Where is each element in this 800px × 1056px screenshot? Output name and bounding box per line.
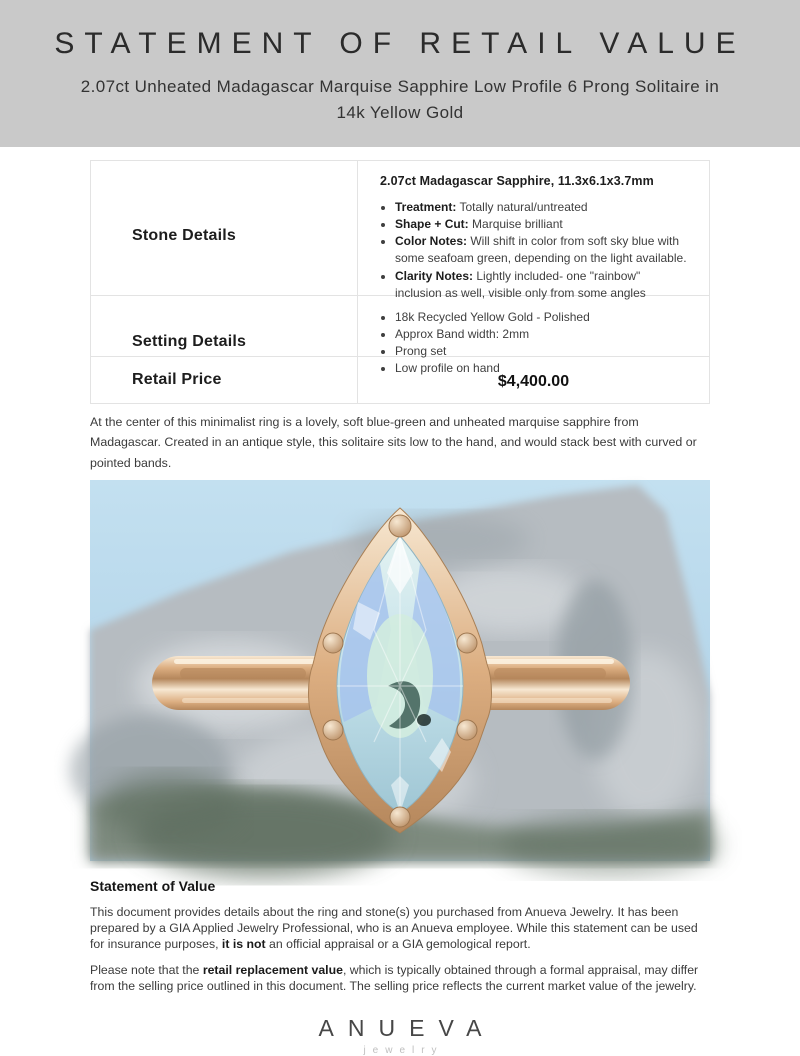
stone-details-label: Stone Details (91, 161, 358, 312)
retail-price-value: $4,400.00 (497, 372, 570, 390)
setting-bullet-profile: • Low profile on hand (395, 360, 590, 377)
stone-heading: 2.07ct Madagascar Sapphire, 11.3x6.1x3.7mm (380, 174, 654, 188)
statement-paragraph-1: This document provides details about the ring and stone(s) you purchased from Anueva Jewelry. It has been prepared by a GIA Applied Jewelry Professional, who is an Anueva employee. While this statement can be used for insurance purposes, it is not an official appraisal or a GIA gemological report. (90, 905, 698, 952)
document-header (0, 0, 800, 147)
statement-of-value-section (90, 878, 710, 994)
brand-logo-subtitle: jewelry (363, 1045, 444, 1056)
retail-price-label: Retail Price (91, 357, 358, 403)
stone-bullet-clarity-notes: • Clarity Notes: Lightly included- one "rainbow" inclusion as well, visible only from some angles (395, 268, 687, 302)
ring-description: At the center of this minimalist ring is a lovely, soft blue-green and unheated marquise sapphire from Madagascar. Created in an antique style, this solitaire sits low to the hand, and would stack best with curved or pointed bands. (90, 415, 697, 470)
stone-bullet-list (380, 199, 687, 302)
ring-photo-illustration (90, 480, 710, 861)
table-row-setting-details (91, 295, 709, 376)
brand-logo: ANUEVA (318, 1015, 496, 1042)
table-row-stone-details (91, 161, 709, 300)
setting-bullet-band-width: • Approx Band width: 2mm (395, 326, 590, 343)
setting-bullet-metal: • 18k Recycled Yellow Gold - Polished (395, 309, 590, 326)
setting-bullet-prong-set: • Prong set (395, 343, 590, 360)
brand-footer (90, 1015, 710, 1056)
page-title: STATEMENT OF RETAIL VALUE (54, 27, 746, 60)
statement-of-value-heading: Statement of Value (90, 878, 216, 895)
stone-bullet-shape-cut: • Shape + Cut: Marquise brilliant (395, 216, 687, 233)
ring-photo (90, 480, 710, 861)
table-row-retail-price (91, 356, 709, 403)
spec-table (90, 160, 710, 404)
stone-bullet-treatment: • Treatment: Totally natural/untreated (395, 199, 687, 216)
stone-bullet-color-notes: • Color Notes: Will shift in color from soft sky blue with some seafoam green, depending on the light available. (395, 233, 687, 267)
stone-details-value (358, 161, 709, 312)
page-subtitle: 2.07ct Unheated Madagascar Marquise Sapphire Low Profile 6 Prong Solitaire in 14k Yellow Gold (80, 77, 720, 122)
document-body (90, 160, 710, 1056)
setting-details-label: Setting Details (91, 296, 358, 388)
statement-paragraph-2: Please note that the retail replacement value, which is typically obtained through a formal appraisal, may differ from the selling price outlined in this document. The selling price reflects the current market value of the jewelry. (90, 963, 699, 994)
